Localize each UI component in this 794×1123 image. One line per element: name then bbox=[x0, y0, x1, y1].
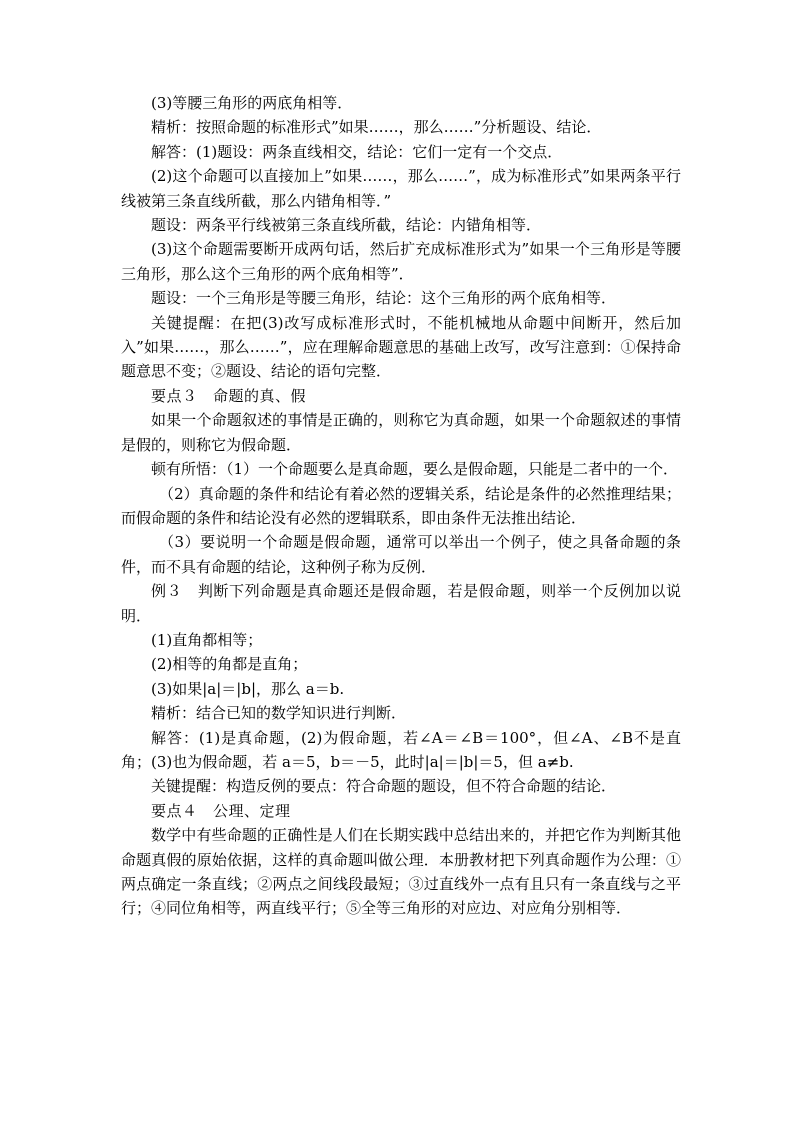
paragraph: 关键提醒：构造反例的要点：符合命题的题设，但不符合命题的结论． bbox=[151, 777, 617, 796]
list-item: (3)如果|a|＝|b|，那么 a＝b. bbox=[151, 679, 345, 698]
paragraph: 如果一个命题叙述的事情是正确的，则称它为真命题，如果一个命题叙述的事情是假的，则称它为假命题． bbox=[121, 411, 681, 454]
document-body bbox=[121, 91, 681, 921]
paragraph: 解答：(1)是真命题，(2)为假命题，若∠A＝∠B＝100°，但∠A、∠B不是直角；(3)也为假命题，若 a＝5，b＝－5，此时|a|＝|b|＝5，但 a≠b. bbox=[121, 728, 681, 771]
paragraph: （2）真命题的条件和结论有着必然的逻辑关系，结论是条件的必然推理结果；而假命题的条件和结论没有必然的逻辑联系，即由条件无法推出结论． bbox=[121, 484, 681, 527]
paragraph: 关键提醒：在把(3)改写成标准形式时，不能机械地从命题中间断开，然后加入”如果……，那么……”，应在理解命题意思的基础上改写，改写注意到：①保持命题意思不变；②题设、结论的语句完整． bbox=[121, 313, 681, 381]
paragraph: (2)这个命题可以直接加上”如果……，那么……”，成为标准形式”如果两条平行线被第三条直线所截，那么内错角相等．” bbox=[121, 167, 681, 210]
list-item: (2)相等的角都是直角； bbox=[151, 655, 308, 674]
paragraph: 精析：按照命题的标准形式”如果……，那么……”分析题设、结论． bbox=[151, 118, 602, 137]
paragraph: (3)这个命题需要断开成两句话，然后扩充成标准形式为”如果一个三角形是等腰三角形，那么这个三角形的两个底角相等”． bbox=[121, 240, 681, 283]
section-heading: 要点４ 公理、定理 bbox=[151, 801, 291, 820]
example-heading: 例３ 判断下列命题是真命题还是假命题，若是假命题，则举一个反例加以说明． bbox=[121, 582, 681, 625]
section-heading: 要点３ 命题的真、假 bbox=[151, 386, 307, 405]
paragraph: 数学中有些命题的正确性是人们在长期实践中总结出来的，并把它作为判断其他命题真假的原始依据，这样的真命题叫做公理．本册教材把下列真命题作为公理：①两点确定一条直线；②两点之间线段最短；③过直线外一点有且只有一条直线与之平行；④同位角相等，两直线平行；⑤全等三角形的对应边、对应角分别相等． bbox=[121, 826, 681, 918]
paragraph: 精析：结合已知的数学知识进行判断． bbox=[151, 704, 407, 723]
paragraph: (3)等腰三角形的两底角相等． bbox=[151, 94, 353, 112]
paragraph: 解答：(1)题设：两条直线相交，结论：它们一定有一个交点． bbox=[151, 142, 563, 161]
paragraph: 题设：一个三角形是等腰三角形，结论：这个三角形的两个底角相等． bbox=[151, 289, 617, 308]
paragraph: （3）要说明一个命题是假命题，通常可以举出一个例子，使之具备命题的条件，而不具有命题的结论，这种例子称为反例． bbox=[121, 533, 681, 576]
paragraph: 顿有所悟：（1）一个命题要么是真命题，要么是假命题，只能是二者中的一个． bbox=[151, 460, 679, 479]
paragraph: 题设：两条平行线被第三条直线所截，结论：内错角相等． bbox=[151, 216, 542, 235]
list-item: (1)直角都相等； bbox=[151, 630, 263, 649]
